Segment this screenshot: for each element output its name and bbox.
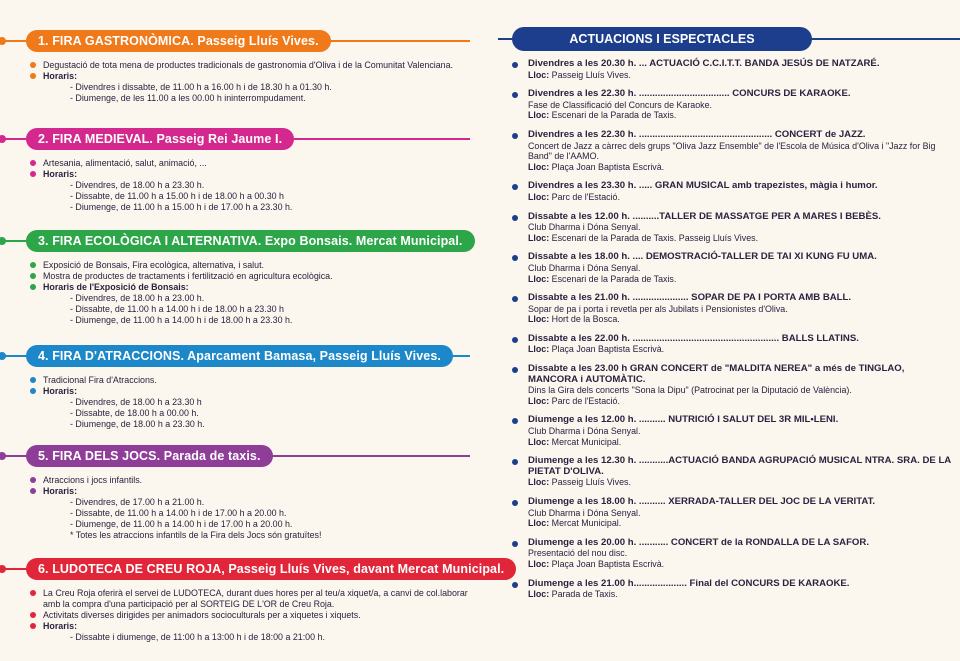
location-value: Parada de Taxis.: [551, 589, 618, 600]
schedule-line: - Dissabte, de 11.00 h a 14.00 h i de 17.00 h a 20.00 h.: [70, 508, 287, 518]
event-title: Diumenge a les 12.30 h. ...........ACTUACIÓ BANDA AGRUPACIÓ MUSICAL NTRA. SRA. DE LA PIETAT D'OLIVA.: [528, 455, 951, 477]
event-item: [512, 212, 952, 244]
event-item: [512, 89, 952, 121]
event-title: Diumenge a les 12.00 h. .......... NUTRICIÓ I SALUT DEL 3R MIL•LENI.: [528, 414, 839, 426]
schedule-line: - Divendres, de 17.00 h a 21.00 h.: [70, 497, 205, 507]
event-item: [512, 364, 952, 406]
fair-item: [30, 386, 470, 397]
events-list: [512, 59, 952, 609]
fair-section-title: 1. FIRA GASTRONÒMICA. Passeig Lluís Vives.: [26, 30, 331, 52]
bullet-icon: [512, 62, 518, 68]
fair-section-body: [0, 252, 470, 326]
fair-item: [30, 621, 470, 632]
fair-item: [30, 71, 470, 82]
fair-item-text: Horaris de l'Exposició de Bonsais:: [43, 282, 189, 292]
location-value: Escenari de la Parada de Taxis. Passeig Lluís Vives.: [551, 232, 759, 243]
fair-item: [30, 260, 470, 271]
schedule-line: - Diumenge, de 11.00 h a 15.00 h i de 17.00 h a 23.30 h.: [70, 202, 293, 212]
fair-section-body: [0, 52, 470, 104]
bullet-icon: [512, 184, 518, 190]
fair-section-header: [0, 445, 470, 467]
event-title: Diumenge a les 20.00 h. ........... CONCERT de la RONDALLA DE LA SAFOR.: [528, 536, 869, 548]
bullet-icon: [512, 337, 518, 343]
fair-item-text: Artesania, alimentació, salut, animació, ...: [43, 158, 207, 168]
event-location: [528, 589, 952, 600]
bullet-icon: [30, 488, 36, 494]
bullet-icon: [30, 62, 36, 68]
bullet-icon: [30, 273, 36, 279]
fair-section-body: [0, 150, 470, 213]
location-value: Plaça Joan Baptista Escrivà.: [551, 558, 665, 569]
bullet-icon: [30, 388, 36, 394]
event-location: [528, 559, 952, 570]
event-location: [528, 396, 952, 407]
fair-item: [30, 486, 470, 497]
event-item: [512, 130, 952, 172]
event-title: Dissabte a les 23.00 h GRAN CONCERT de "MALDITA NEREA" a més de TINGLAO, MANCORA i AUTOMÀTIC.: [528, 363, 905, 385]
location-value: Plaça Joan Baptista Escrivà.: [551, 344, 665, 355]
location-label: Lloc:: [528, 191, 552, 202]
schedule-line: - Dissabte, de 11.00 h a 15.00 h i de 18.00 h a 00.30 h: [70, 191, 284, 201]
fair-item-text: La Creu Roja oferirà el servei de LUDOTECA, durant dues hores per al teu/a xiquet/a, a canvi de col.laborar amb la compra d'una participació per al SORTEIG DE L'OR de Creu Roja.: [43, 588, 468, 609]
shows-title: ACTUACIONS I ESPECTACLES: [512, 27, 812, 51]
location-label: Lloc:: [528, 518, 552, 529]
event-description: Club Dharma i Dóna Senyal.: [528, 262, 641, 273]
bullet-icon: [30, 590, 36, 596]
fair-item-text: Atraccions i jocs infantils.: [43, 475, 143, 485]
location-value: Passeig Lluís Vives.: [551, 69, 631, 80]
event-item: [512, 456, 952, 488]
bullet-icon: [512, 296, 518, 302]
event-item: [512, 415, 952, 447]
schedule-line: - Dissabte i diumenge, de 11:00 h a 13:00 h i de 18:00 a 21:00 h.: [70, 632, 325, 642]
fair-section-title: 2. FIRA MEDIEVAL. Passeig Rei Jaume I.: [26, 128, 294, 150]
bullet-icon: [30, 377, 36, 383]
event-item: [512, 181, 952, 202]
location-label: Lloc:: [528, 314, 552, 325]
event-location: [528, 437, 952, 448]
fair-section: [0, 230, 470, 326]
location-label: Lloc:: [528, 558, 552, 569]
event-description: Presentació del nou disc.: [528, 548, 628, 559]
schedule-line: - Diumenge, de 11.00 h a 14.00 h i de 17.00 h a 20.00 h.: [70, 519, 293, 529]
fair-section-header: [0, 230, 470, 252]
fair-section-body: [0, 367, 470, 430]
fair-item-text: Activitats diverses dirigides per animadors socioculturals per a xiquetes i xiquets.: [43, 610, 361, 620]
schedule-line: - Dissabte, de 11.00 h a 14.00 h i de 18.00 h a 23.30 h: [70, 304, 284, 314]
location-label: Lloc:: [528, 110, 552, 121]
bullet-icon: [512, 541, 518, 547]
location-label: Lloc:: [528, 232, 552, 243]
fair-section-title: 3. FIRA ECOLÒGICA I ALTERNATIVA. Expo Bonsais. Mercat Municipal.: [26, 230, 475, 252]
event-description: Concert de Jazz a càrrec dels grups "Oliva Jazz Ensemble" de l'Escola de Música d'Oliva i "Jazz for Big Band" de l'AAMO.: [528, 140, 936, 162]
location-value: Plaça Joan Baptista Escrivà.: [551, 161, 665, 172]
schedule-line: - Divendres, de 18.00 h a 23.30 h: [70, 397, 202, 407]
event-title: Dissabte a les 18.00 h. .... DEMOSTRACIÓ-TALLER DE TAI XI KUNG FU UMA.: [528, 251, 877, 263]
fair-item: [30, 60, 470, 71]
fair-section: [0, 345, 470, 430]
fair-section: [0, 558, 505, 643]
location-label: Lloc:: [528, 69, 552, 80]
fair-section-header: [0, 128, 470, 150]
fair-item-text: Mostra de productes de tractaments i fertilització en agricultura ecològica.: [43, 271, 333, 281]
fair-section-title: 4. FIRA D'ATRACCIONS. Aparcament Bamasa, Passeig Lluís Vives.: [26, 345, 453, 367]
location-value: Escenari de la Parada de Taxis.: [551, 273, 677, 284]
fair-section-header: [0, 558, 505, 580]
event-title: Diumenge a les 21.00 h.................... Final del CONCURS DE KARAOKE.: [528, 577, 850, 589]
schedule-line: - Diumenge, de 18.00 h a 23.30 h.: [70, 419, 205, 429]
fair-item-text: Tradicional Fira d'Atraccions.: [43, 375, 157, 385]
event-title: Dissabte a les 12.00 h. ..........TALLER DE MASSATGE PER A MARES I BEBÈS.: [528, 210, 881, 222]
location-label: Lloc:: [528, 344, 552, 355]
fair-item-text: Horaris:: [43, 71, 78, 81]
location-value: Mercat Municipal.: [551, 436, 622, 447]
fair-item-text: Horaris:: [43, 486, 78, 496]
location-value: Escenari de la Parada de Taxis.: [551, 110, 677, 121]
fair-section-header: [0, 345, 470, 367]
event-description: Club Dharma i Dóna Senyal.: [528, 426, 641, 437]
event-item: [512, 334, 952, 355]
event-item: [512, 497, 952, 529]
location-value: Hort de la Bosca.: [551, 314, 620, 325]
bullet-icon: [512, 92, 518, 98]
fair-item-text: Exposició de Bonsais, Fira ecològica, alternativa, i salut.: [43, 260, 264, 270]
event-title: Dissabte a les 22.00 h. ....................................................... BALLS LLATINS.: [528, 332, 859, 344]
fair-item: [30, 169, 470, 180]
schedule-line: - Dissabte, de 18.00 h a 00.00 h.: [70, 408, 199, 418]
location-label: Lloc:: [528, 161, 552, 172]
location-label: Lloc:: [528, 589, 552, 600]
location-value: Passeig Lluís Vives.: [551, 477, 631, 488]
fair-item: [30, 158, 470, 169]
schedule-line: - Diumenge, de les 11.00 a les 00.00 h ininterrompudament.: [70, 93, 306, 103]
event-location: [528, 518, 952, 529]
event-location: [528, 110, 952, 121]
location-label: Lloc:: [528, 395, 552, 406]
fair-item: [30, 588, 470, 610]
event-location: [528, 314, 952, 325]
fair-item: [30, 610, 470, 621]
fair-section-header: [0, 30, 470, 52]
shows-header: [498, 27, 960, 51]
fair-item: [30, 282, 470, 293]
schedule-line: - Divendres i dissabte, de 11.00 h a 16.00 h i de 18.30 h a 01.30 h.: [70, 82, 332, 92]
event-description: Sopar de pa i porta i revetla per als Jubilats i Pensionistes d'Oliva.: [528, 303, 788, 314]
event-location: [528, 162, 952, 173]
fair-note: * Totes les atraccions infantils de la Fira dels Jocs són gratuïtes!: [70, 530, 322, 540]
event-title: Divendres a les 22.30 h. .................................. CONCURS DE KARAOKE.: [528, 88, 851, 100]
event-location: [528, 477, 952, 488]
event-item: [512, 252, 952, 284]
schedule-line: - Divendres, de 18.00 h a 23.30 h.: [70, 180, 205, 190]
fair-section: [0, 128, 470, 213]
event-description: Dins la Gira dels concerts "Sona la Dipu" (Patrocinat per la Diputació de València).: [528, 385, 852, 396]
bullet-icon: [30, 612, 36, 618]
event-title: Divendres a les 23.30 h. ..... GRAN MUSICAL amb trapezistes, màgia i humor.: [528, 180, 878, 192]
bullet-icon: [30, 171, 36, 177]
bullet-icon: [30, 73, 36, 79]
fair-section-body: [0, 580, 470, 643]
event-title: Diumenge a les 18.00 h. .......... XERRADA-TALLER DEL JOC DE LA VERITAT.: [528, 496, 876, 507]
bullet-icon: [30, 284, 36, 290]
event-title: Divendres a les 22.30 h. .................................................. CONCERT de JAZZ.: [528, 128, 866, 140]
fair-section-title: 6. LUDOTECA DE CREU ROJA, Passeig Lluís Vives, davant Mercat Municipal.: [26, 558, 516, 580]
event-item: [512, 538, 952, 570]
bullet-icon: [30, 623, 36, 629]
schedule-line: - Divendres, de 18.00 h a 23.00 h.: [70, 293, 205, 303]
fair-item: [30, 271, 470, 282]
location-value: Mercat Municipal.: [551, 518, 622, 529]
fair-section-body: [0, 467, 470, 541]
fair-section: [0, 445, 470, 541]
bullet-icon: [30, 160, 36, 166]
bullet-icon: [512, 500, 518, 506]
bullet-icon: [512, 215, 518, 221]
fair-item-text: Degustació de tota mena de productes tradicionals de gastronomia d'Oliva i de la Comunitat Valenciana.: [43, 60, 454, 70]
bullet-icon: [30, 477, 36, 483]
schedule-line: - Diumenge, de 11.00 h a 14.00 h i de 18.00 h a 23.30 h.: [70, 315, 293, 325]
fair-item-text: Horaris:: [43, 386, 78, 396]
location-label: Lloc:: [528, 436, 552, 447]
event-title: Dissabte a les 21.00 h. ..................... SOPAR DE PA I PORTA AMB BALL.: [528, 292, 852, 304]
fair-section-title: 5. FIRA DELS JOCS. Parada de taxis.: [26, 445, 273, 467]
bullet-icon: [512, 255, 518, 261]
event-location: [528, 344, 952, 355]
location-value: Parc de l'Estació.: [551, 395, 620, 406]
location-label: Lloc:: [528, 477, 552, 488]
event-description: Club Dharma i Dóna Senyal.: [528, 507, 641, 518]
fair-item: [30, 475, 470, 486]
event-location: [528, 274, 952, 285]
bullet-icon: [512, 133, 518, 139]
bullet-icon: [512, 418, 518, 424]
fair-item: [30, 375, 470, 386]
bullet-icon: [512, 459, 518, 465]
bullet-icon: [512, 582, 518, 588]
shows-column: [498, 0, 960, 661]
location-label: Lloc:: [528, 273, 552, 284]
fair-section: [0, 30, 470, 104]
event-item: [512, 579, 952, 600]
event-item: [512, 59, 952, 80]
event-description: Club Dharma i Dóna Senyal.: [528, 222, 641, 233]
event-location: [528, 192, 952, 203]
event-item: [512, 293, 952, 325]
bullet-icon: [512, 367, 518, 373]
event-location: [528, 70, 952, 81]
fair-item-text: Horaris:: [43, 169, 78, 179]
event-description: Fase de Classificació del Concurs de Karaoke.: [528, 99, 713, 110]
location-value: Parc de l'Estació.: [551, 191, 620, 202]
bullet-icon: [30, 262, 36, 268]
event-title: Divendres a les 20.30 h. ... ACTUACIÓ C.C.I.T.T. BANDA JESÚS DE NATZARÉ.: [528, 58, 880, 69]
fair-item-text: Horaris:: [43, 621, 78, 631]
event-location: [528, 233, 952, 244]
